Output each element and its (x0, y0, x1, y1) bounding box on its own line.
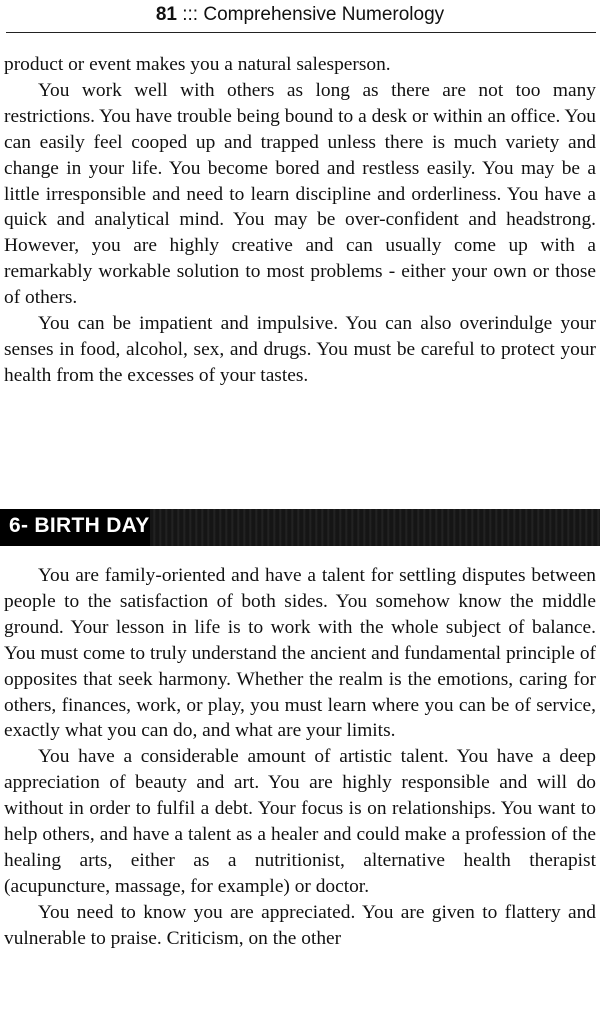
paragraph: You can be impatient and impulsive. You can also overindulge your senses in food, alcohol, sex, and drugs. You must be careful to protect your health from the excesses of your tastes. (4, 313, 596, 386)
heading-texture (150, 509, 600, 546)
section-heading-bar (0, 509, 600, 546)
paragraph: You have a considerable amount of artistic talent. You have a deep appreciation of beauty and art. You are highly responsible and will do without in order to fulfil a debt. Your focus is on relationships. You want to help others, and have a talent as a healer and could make a profession of the healing arts, either as a nutritionist, alternative health therapist (acupuncture, massage, for example) or doctor. (4, 746, 596, 897)
running-header (0, 4, 600, 26)
paragraph: You need to know you are appreciated. You are given to flattery and vulnerable to praise. Criticism, on the other (4, 901, 596, 949)
paragraph: You are family-oriented and have a talent for settling disputes between people to the satisfaction of both sides. You somehow know the middle ground. Your lesson in life is to work with the whole subject of balance. You must come to truly understand the ancient and fundamental principle of opposites that seek harmony. Whether the realm is the emotions, caring for others, finances, work, or play, you must learn where you can be of service, exactly what you can do, and what are your limits. (4, 565, 596, 742)
continued-section-body (4, 52, 596, 389)
paragraph: You work well with others as long as there are not too many restrictions. You have trouble being bound to a desk or within an office. You can easily feel cooped up and trapped unless there is much variety and change in your life. You become bored and restless easily. You may be a little irresponsible and need to learn discipline and orderliness. You have a quick and analytical mind. You may be over-confident and headstrong. However, you are highly creative and can usually come up with a remarkably workable solution to most problems - either your own or those of others. (4, 79, 596, 309)
birth-day-section-body (4, 563, 596, 952)
header-separator: ::: (182, 4, 199, 25)
page-number: 81 (155, 4, 177, 25)
paragraph: product or event makes you a natural salesperson. (4, 54, 391, 75)
section-title: 6- BIRTH DAY (9, 514, 150, 537)
book-title: Comprehensive Numerology (203, 4, 445, 25)
header-rule (6, 32, 596, 33)
